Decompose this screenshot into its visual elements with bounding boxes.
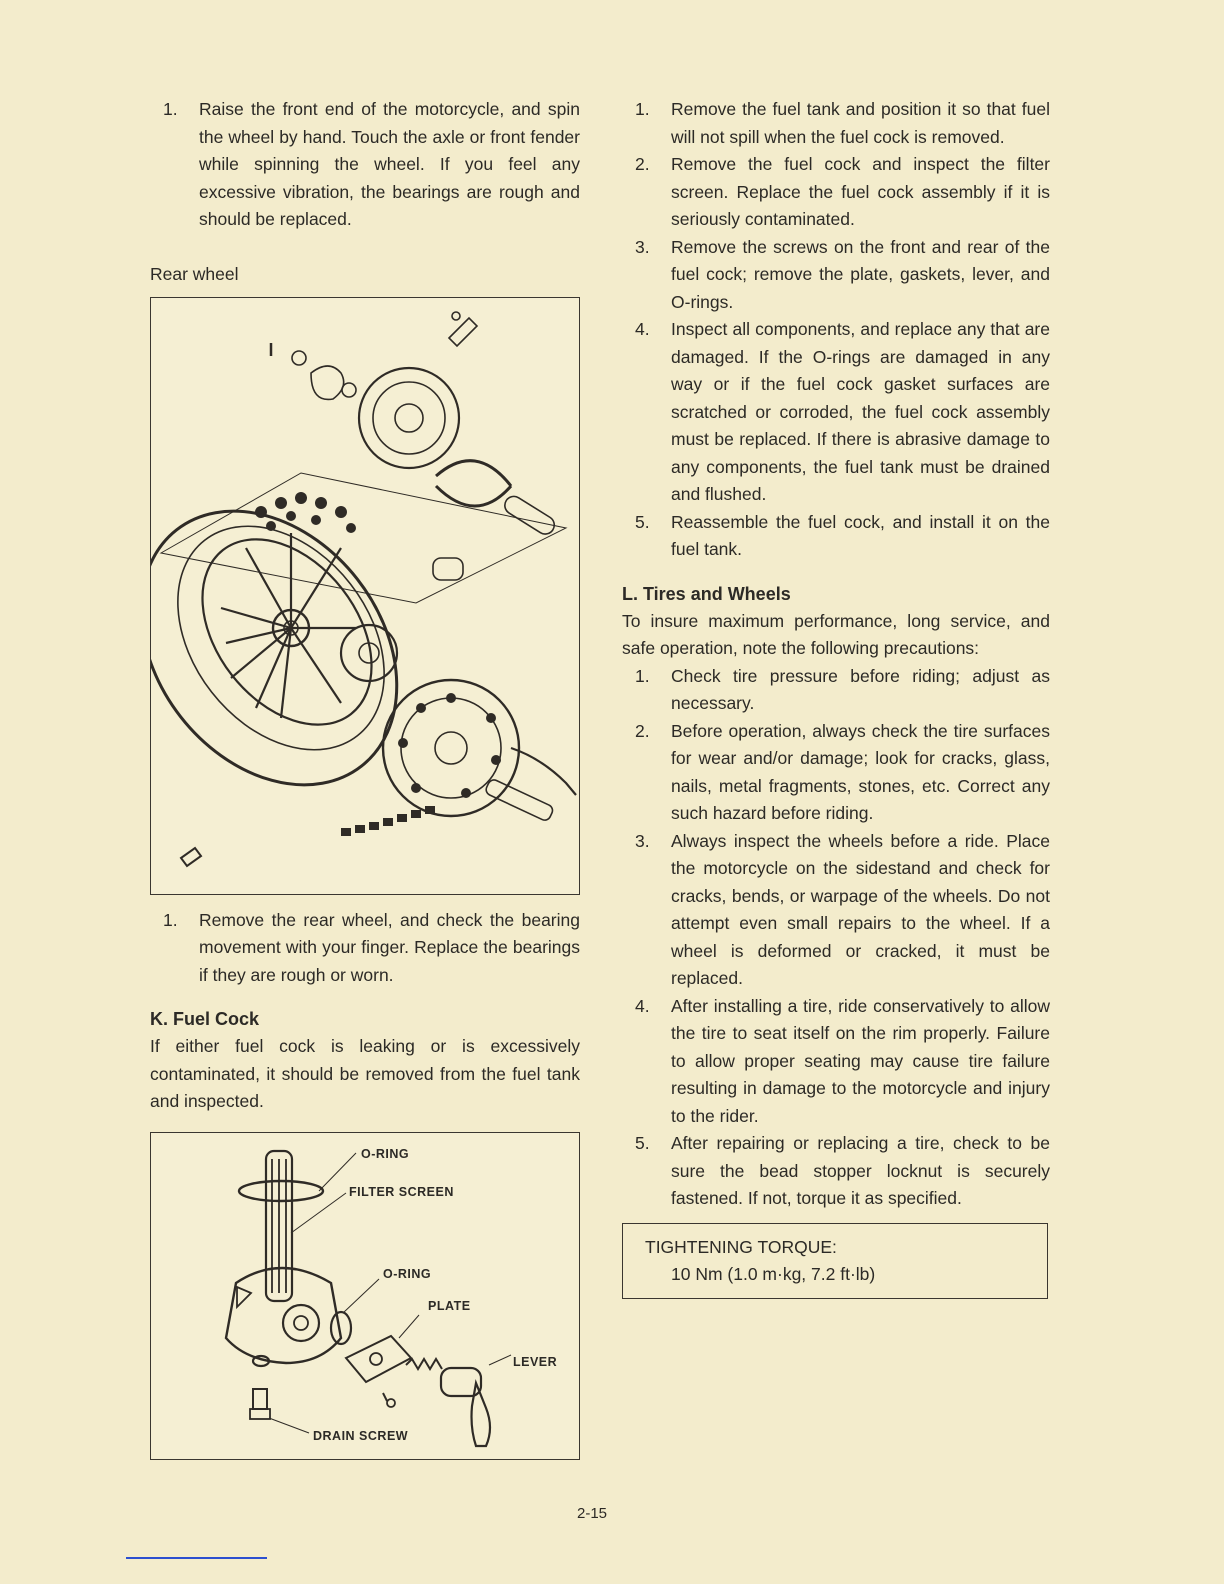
callout-plate: PLATE <box>428 1298 471 1313</box>
section-k-paragraph: If either fuel cock is leaking or is excessively contaminated, it should be removed from the fuel tank and inspected. <box>150 1036 580 1111</box>
rear-wheel-exploded-drawing <box>151 298 581 896</box>
item-text: Remove the fuel tank and position it so that fuel will not spill when the fuel cock is removed. <box>671 99 1050 147</box>
list-item <box>622 993 1050 1131</box>
right-column <box>622 96 1050 1299</box>
callout-drain-screw: DRAIN SCREW <box>313 1428 409 1443</box>
rear-wheel-list <box>150 907 580 990</box>
item-text: Remove the screws on the front and rear of the fuel cock; remove the plate, gaskets, lever, and O-rings. <box>671 236 1050 312</box>
item-text: Inspect all components, and replace any that are damaged. If the O-rings are damaged in any way or if the fuel cock gasket surfaces are scratched or corroded, the fuel cock assembly must be replaced. If there is abrasive damage to any components, the fuel tank must be drained and flushed. <box>671 319 1050 504</box>
section-k-heading: K. Fuel Cock <box>150 1009 260 1029</box>
item-number: 3. <box>635 236 650 257</box>
item-text: Always inspect the wheels before a ride. Place the motorcycle on the sidestand and check for cracks, bends, or warpage of the wheels. Do not attempt even small repairs to the wheel. If a wheel is deformed or cracked, it must be replaced. <box>671 830 1050 988</box>
list-item <box>622 234 1050 317</box>
list-item <box>622 509 1050 564</box>
rear-wheel-diagram <box>150 297 580 895</box>
item-text: Check tire pressure before riding; adjust as necessary. <box>671 665 1050 713</box>
rear-wheel-label: Rear wheel <box>150 263 239 284</box>
wheel-intro-list <box>150 96 580 234</box>
item-number: 2. <box>635 154 650 174</box>
item-number: 1. <box>635 99 650 119</box>
list-item <box>622 316 1050 509</box>
list-item <box>622 151 1050 234</box>
callout-filter-screen: FILTER SCREEN <box>349 1184 454 1199</box>
list-item <box>622 663 1050 718</box>
item-text: Raise the front end of the motorcycle, and spin the wheel by hand. Touch the axle or front fender while spinning the wheel. If you feel any excessive vibration, the bearings are rough and should be replaced. <box>199 99 580 229</box>
callout-o-ring-mid: O-RING <box>383 1266 432 1281</box>
item-text: After installing a tire, ride conservatively to allow the tire to seat itself on the rim properly. Failure to allow proper seating may cause tire failure resulting in damage to the motorcycle and injury to the rider. <box>671 995 1050 1126</box>
item-text: Reassemble the fuel cock, and install it on the fuel tank. <box>671 511 1050 559</box>
item-number: 1. <box>163 909 178 930</box>
tire-steps <box>622 663 1050 1213</box>
item-text: Before operation, always check the tire surfaces for wear and/or damage; look for cracks, glass, nails, metal fragments, stones, etc. Correct any such hazard before riding. <box>671 720 1050 823</box>
fuel-cock-exploded-drawing <box>151 1133 581 1461</box>
fuel-cock-steps <box>622 96 1050 564</box>
list-item <box>622 1130 1050 1213</box>
list-item <box>622 828 1050 993</box>
item-number: 4. <box>635 995 650 1016</box>
tightening-torque-box <box>622 1223 1048 1299</box>
list-item <box>622 96 1050 151</box>
callout-lever: LEVER <box>513 1354 558 1369</box>
left-column <box>150 96 580 1460</box>
section-l-heading: L. Tires and Wheels <box>622 583 791 604</box>
item-number: 5. <box>635 511 650 532</box>
callout-o-ring-top: O-RING <box>361 1146 410 1161</box>
item-number: 1. <box>163 99 178 119</box>
page-number: 2-15 <box>577 1505 608 1522</box>
item-text: Remove the rear wheel, and check the bearing movement with your finger. Replace the bearings if they are rough or worn. <box>199 909 580 985</box>
fuel-cock-diagram <box>150 1132 580 1460</box>
item-number: 1. <box>635 665 650 686</box>
list-item <box>622 718 1050 828</box>
item-number: 2. <box>635 720 650 741</box>
item-text: Remove the fuel cock and inspect the filter screen. Replace the fuel cock assembly if it is seriously contaminated. <box>671 154 1050 229</box>
footer-link-underline <box>126 1557 267 1559</box>
list-item <box>150 907 580 990</box>
torque-label: TIGHTENING TORQUE: <box>645 1236 837 1257</box>
item-text: After repairing or replacing a tire, check to be sure the bead stopper locknut is securely fastened. If not, torque it as specified. <box>671 1133 1050 1208</box>
item-number: 4. <box>635 319 650 339</box>
item-number: 5. <box>635 1133 650 1153</box>
item-number: 3. <box>635 830 650 851</box>
torque-value: 10 Nm (1.0 m·kg, 7.2 ft·lb) <box>671 1263 876 1284</box>
section-l-paragraph: To insure maximum performance, long service, and safe operation, note the following precautions: <box>622 610 1050 658</box>
list-item <box>150 96 580 234</box>
